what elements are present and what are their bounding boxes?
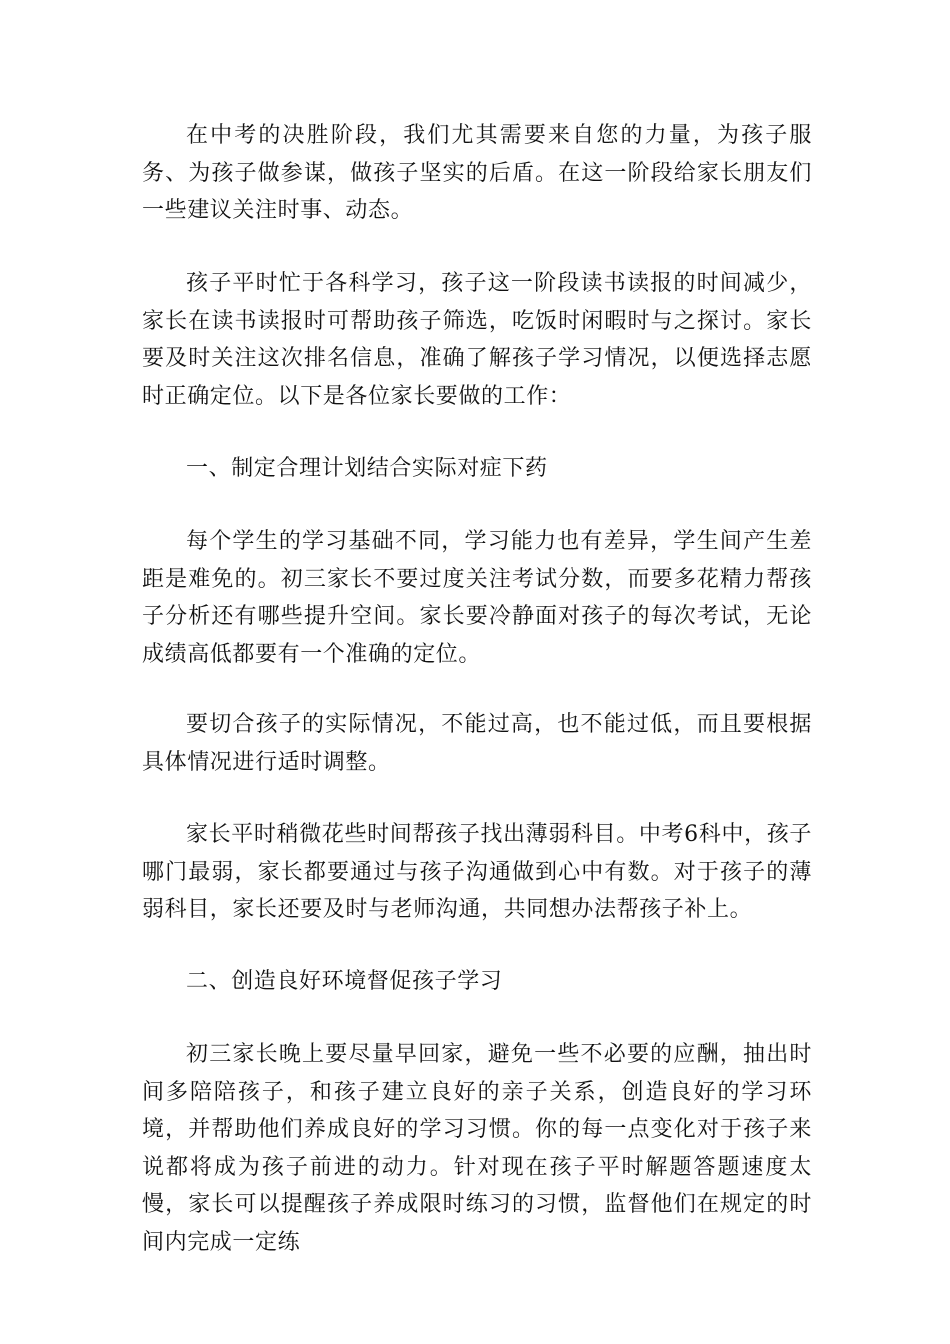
paragraph-home-environment: 初三家长晚上要尽量早回家，避免一些不必要的应酬，抽出时间多陪陪孩子，和孩子建立良好的亲子关系，创造良好的学习环境，并帮助他们养成良好的学习习惯。你的每一点变化对于孩子来说都将成为孩子前进的动力。针对现在孩子平时解题答题速度太慢，家长可以提醒孩子养成限时练习的习惯，监督他们在规定的时间内完成一定练 [142, 1042, 812, 1255]
section-heading-environment: 二、创造良好环境督促孩子学习 [186, 969, 503, 994]
paragraph-reading-time: 孩子平时忙于各科学习，孩子这一阶段读书读报的时间减少，家长在读书读报时可帮助孩子筛选，吃饭时闲暇时与之探讨。家长要及时关注这次排名信息，准确了解孩子学习情况，以便选择志愿时正确定位。以下是各位家长要做的工作： [142, 271, 812, 409]
paragraph-adjustment: 要切合孩子的实际情况，不能过高，也不能过低，而且要根据具体情况进行适时调整。 [142, 712, 812, 775]
paragraph-learning-differences: 每个学生的学习基础不同，学习能力也有差异，学生间产生差距是难免的。初三家长不要过度关注考试分数，而要多花精力帮孩子分析还有哪些提升空间。家长要冷静面对孩子的每次考试，无论成绩高低都要有一个准确的定位。 [142, 529, 812, 667]
section-heading-plan: 一、制定合理计划结合实际对症下药 [186, 456, 548, 481]
paragraph-intro: 在中考的决胜阶段，我们尤其需要来自您的力量，为孩子服务、为孩子做参谋，做孩子坚实的后盾。在这一阶段给家长朋友们一些建议关注时事、动态。 [142, 123, 812, 223]
paragraph-weak-subjects: 家长平时稍微花些时间帮孩子找出薄弱科目。中考6科中，孩子哪门最弱，家长都要通过与孩子沟通做到心中有数。对于孩子的薄弱科目，家长还要及时与老师沟通，共同想办法帮孩子补上。 [142, 822, 812, 922]
